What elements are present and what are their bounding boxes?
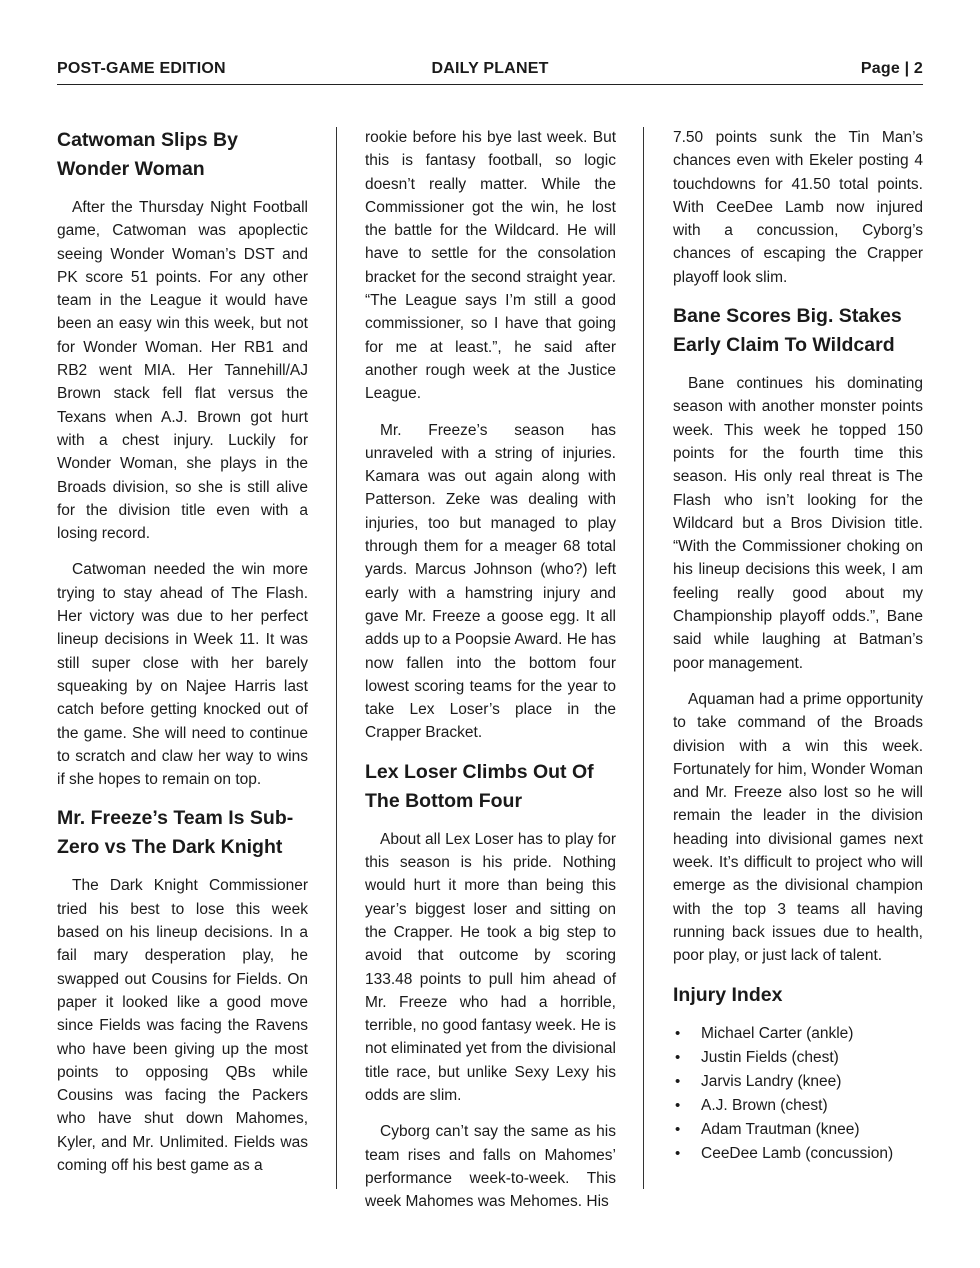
injury-list-item: • Jarvis Landry (knee) [673,1070,923,1094]
column-3 [673,126,923,1167]
article-headline: Catwoman Slips By Wonder Woman [57,129,238,180]
injury-list-item: • Michael Carter (ankle) [673,1022,923,1046]
article-paragraph: Catwoman needed the win more trying to stay ahead of The Flash. Her victory was due to her perfect lineup decisions in Week 11. It was still super close with her barely squeaking by on Najee Harris last catch before getting knocked out of the game. She will need to continue to scratch and claw her way to wins if she hopes to remain on top. [57,561,308,789]
article-paragraph: 7.50 points sunk the Tin Man’s chances even with Ekeler posting 4 touchdowns for 41.50 total points. With CeeDee Lamb now injured with a concussion, Cyborg’s chances of escaping the Crapper playoff look slim. [673,129,923,286]
article-paragraph: Mr. Freeze’s season has unraveled with a string of injuries. Kamara was out again along with Patterson. Zeke was dealing with injuries, too but managed to play through them for a meager 68 total yards. Marcus Johnson (who?) left early with a hamstring injury and gave Mr. Freeze a goose egg. It all adds up to a Poopsie Award. He has now fallen into the bottom four lowest scoring teams for the year to take Lex Loser’s place in the Crapper Bracket. [365,421,616,742]
page-header [57,58,923,85]
injury-list-item: • A.J. Brown (chest) [673,1094,923,1118]
injury-list-item: • Adam Trautman (knee) [673,1118,923,1142]
injury-index-heading: Injury Index [673,983,783,1006]
article-paragraph: About all Lex Loser has to play for this season is his pride. Nothing would hurt it more than being this year’s biggest loser and sitting on the Crapper. He took a big step to avoid that outcome by scoring 133.48 points to pull him ahead of Mr. Freeze who had a horrible, terrible, no good fantasy week. He is not eliminated yet from the divisional title race, but unlike Sexy Lexy his odds are slim. [365,830,616,1104]
article-paragraph: rookie before his bye last week. But this is fantasy football, so logic doesn’t really matter. While the Commissioner got the win, he lost the battle for the Wildcard. He will have to settle for the consolation bracket for the second straight year. “The League says I’m still a good commissioner, so I have that going for me at least.”, he said after another rough week at the Justice League. [365,129,616,403]
injury-list-item: • CeeDee Lamb (concussion) [673,1142,923,1166]
edition-label: POST-GAME EDITION [57,60,226,77]
article-paragraph: After the Thursday Night Football game, Catwoman was apoplectic seeing Wonder Woman’s DST and PK score 51 points. For any other team in the League it would have been an easy win this week, but not for Wonder Woman. Her RB1 and RB2 went MIA. Her Tannehill/AJ Brown stack fell flat versus the Texans when A.J. Brown got hurt with a chest injury. Luckily for Wonder Woman, she plays in the Broads division, so she is still alive for the division title even with a losing record. [57,199,308,543]
column-divider-2 [643,127,644,1189]
article-paragraph: Aquaman had a prime opportunity to take command of the Broads division with a win this week. Fortunately for him, Wonder Woman and Mr. Freeze also lost so he will remain the leader in the division heading into divisional games next week. It’s difficult to project who will emerge as the divisional champion with the top 3 teams all having running back issues due to health, poor play, or just lack of talent. [673,690,923,965]
column-1 [57,126,308,1190]
injury-list-item: • Justin Fields (chest) [673,1046,923,1070]
paper-title: DAILY PLANET [431,60,549,77]
article-paragraph: Cyborg can’t say the same as his team rises and falls on Mahomes’ performance week-to-week. This week Mahomes was Mehomes. His [365,1123,616,1211]
page-number: Page | 2 [860,60,923,77]
article-headline: Bane Scores Big. Stakes Early Claim To Wildcard [673,305,902,357]
injury-list [673,1022,923,1167]
column-divider-1 [336,127,337,1189]
article-headline: Lex Loser Climbs Out Of The Bottom Four [365,760,594,812]
article-paragraph: The Dark Knight Commissioner tried his best to lose this week based on his lineup decisions. In a fail mary desperation play, he swapped out Cousins for Fields. On paper it looked like a good move since Fields was facing the Ravens who have been giving up the most points to opposing QBs while Cousins was facing the Packers who have shut down Mahomes, Kyler, and Mr. Unlimited. Fields was coming off his best game as a [57,877,308,1174]
article-paragraph: Bane continues his dominating season with another monster points week. This week he topped 150 points for the fourth time this season. His only real threat is The Flash who isn’t looking for the Wildcard but a Bros Division title. “With the Commissioner choking on his lineup decisions this week, I am feeling really good about my Championship playoff odds.”, Bane said while laughing at Batman’s poor management. [673,375,923,672]
article-headline: Mr. Freeze’s Team Is Sub-Zero vs The Dark Knight [57,807,294,859]
column-2 [365,126,616,1226]
